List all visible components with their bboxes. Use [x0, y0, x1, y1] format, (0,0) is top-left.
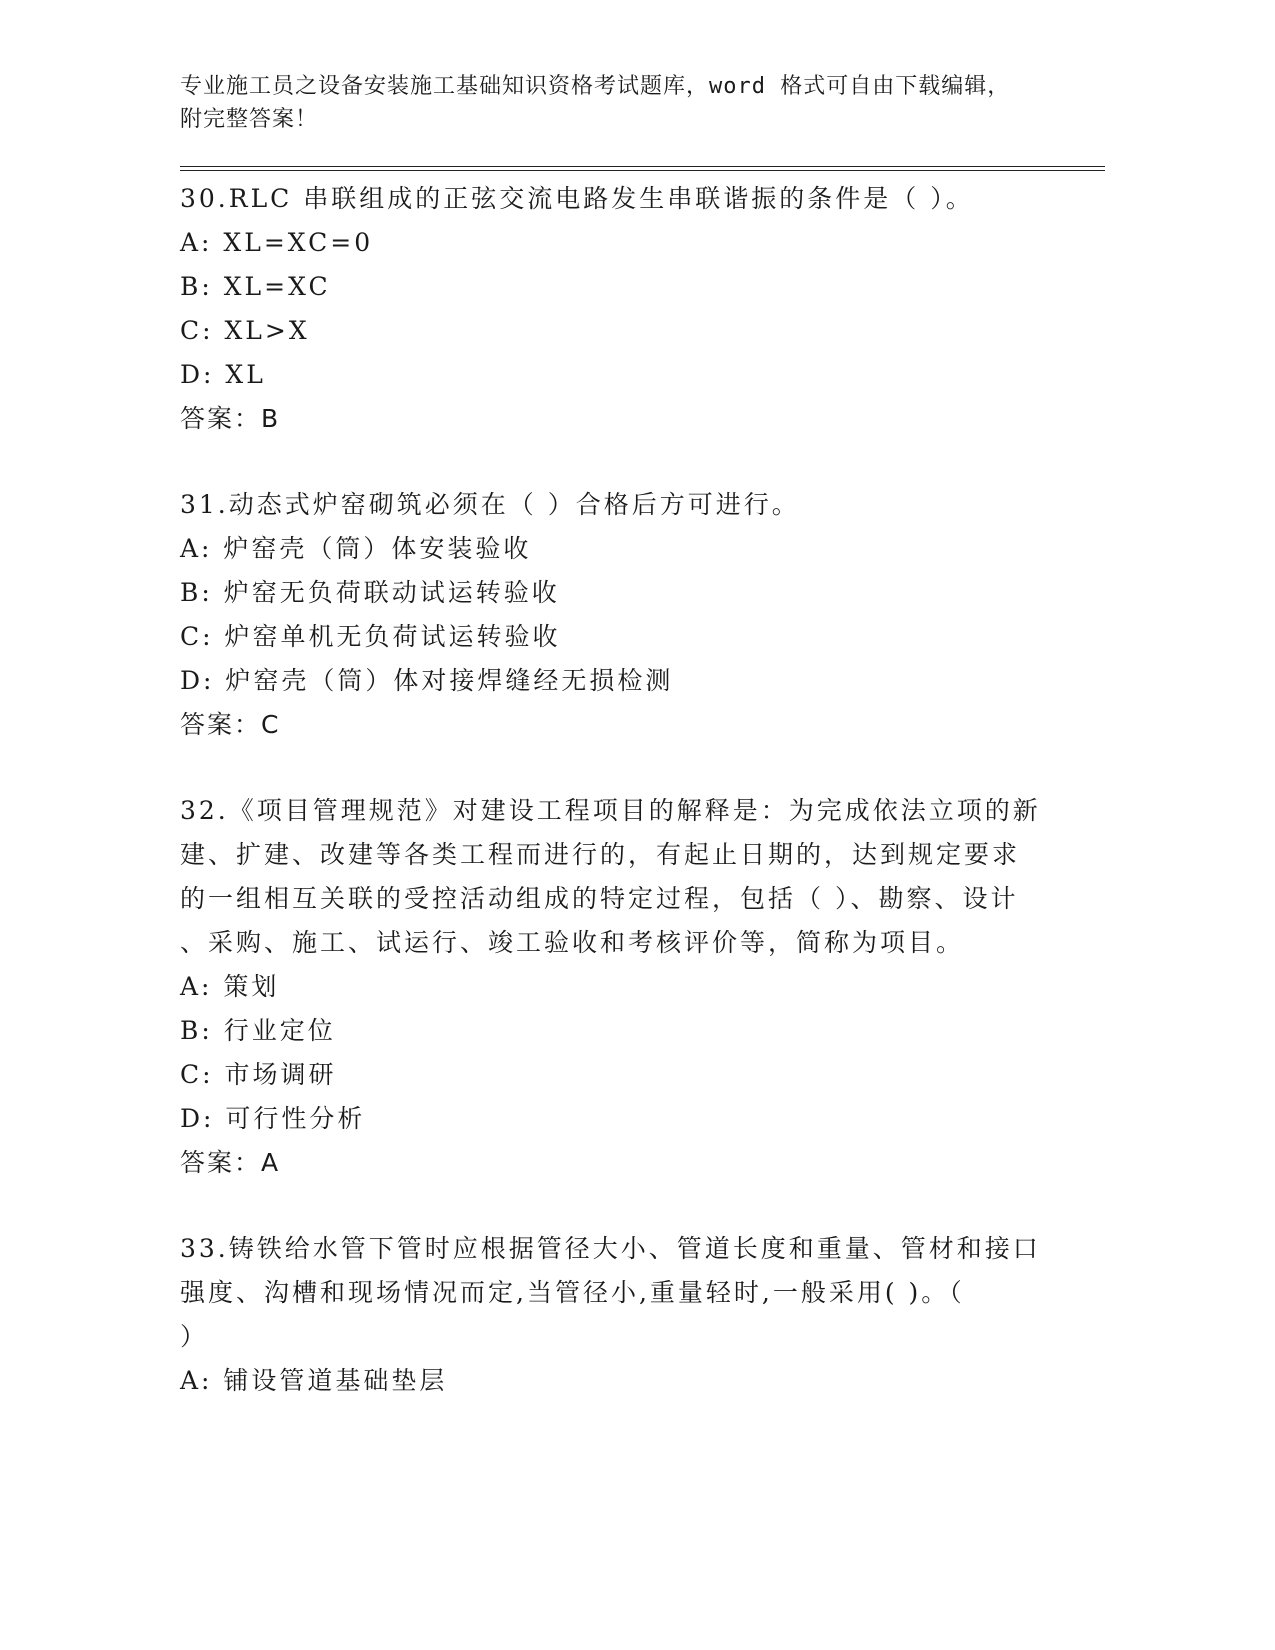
option-c: C: 市场调研: [180, 1060, 337, 1089]
question-stem: 31.动态式炉窑砌筑必须在（ ）合格后方可进行。: [180, 490, 800, 519]
option-d: D: XL: [180, 360, 266, 389]
question-32: [180, 789, 1110, 1185]
answer-line: 答案：A: [180, 1148, 281, 1177]
question-stem-line: ）: [180, 1322, 209, 1351]
option-b: B: 炉窑无负荷联动试运转验收: [180, 578, 560, 607]
document-page: [180, 70, 1110, 1403]
option-a: A: 炉窑壳（筒）体安装验收: [180, 534, 532, 563]
document-header-line-1: 专业施工员之设备安装施工基础知识资格考试题库，word 格式可自由下载编辑，: [180, 74, 1011, 99]
option-a: A: 铺设管道基础垫层: [180, 1366, 448, 1395]
answer-line: 答案：B: [180, 404, 281, 433]
question-spacer: [180, 1185, 1110, 1227]
question-stem-line: 强度、沟槽和现场情况而定,当管径小,重量轻时,一般采用( )。（: [180, 1278, 965, 1307]
option-a: A: 策划: [180, 972, 280, 1001]
answer-line: 答案：C: [180, 710, 281, 739]
option-d: D: 炉窑壳（筒）体对接焊缝经无损检测: [180, 666, 674, 695]
option-b: B: XL=XC: [180, 272, 331, 301]
question-stem-line: 32.《项目管理规范》对建设工程项目的解释是：为完成依法立项的新: [180, 796, 1041, 825]
question-spacer: [180, 747, 1110, 789]
question-stem-line: 33.铸铁给水管下管时应根据管径大小、管道长度和重量、管材和接口: [180, 1234, 1041, 1263]
question-31: [180, 483, 1110, 747]
option-d: D: 可行性分析: [180, 1104, 366, 1133]
question-33: [180, 1227, 1110, 1403]
option-a: A: XL=XC=0: [180, 228, 374, 257]
question-stem: 30.RLC 串联组成的正弦交流电路发生串联谐振的条件是（ ）。: [180, 184, 974, 213]
document-header-line-2: 附完整答案！: [180, 107, 319, 132]
question-spacer: [180, 441, 1110, 483]
question-stem-line: 、采购、施工、试运行、竣工验收和考核评价等，简称为项目。: [180, 928, 965, 957]
option-c: C: 炉窑单机无负荷试运转验收: [180, 622, 561, 651]
question-stem-line: 的一组相互关联的受控活动组成的特定过程，包括（ ）、勘察、设计: [180, 884, 1019, 913]
header-double-rule: [180, 166, 1105, 171]
question-30: [180, 177, 1110, 441]
option-b: B: 行业定位: [180, 1016, 336, 1045]
question-stem-line: 建、扩建、改建等各类工程而进行的，有起止日期的，达到规定要求: [180, 840, 1021, 869]
option-c: C: XL>X: [180, 316, 310, 345]
